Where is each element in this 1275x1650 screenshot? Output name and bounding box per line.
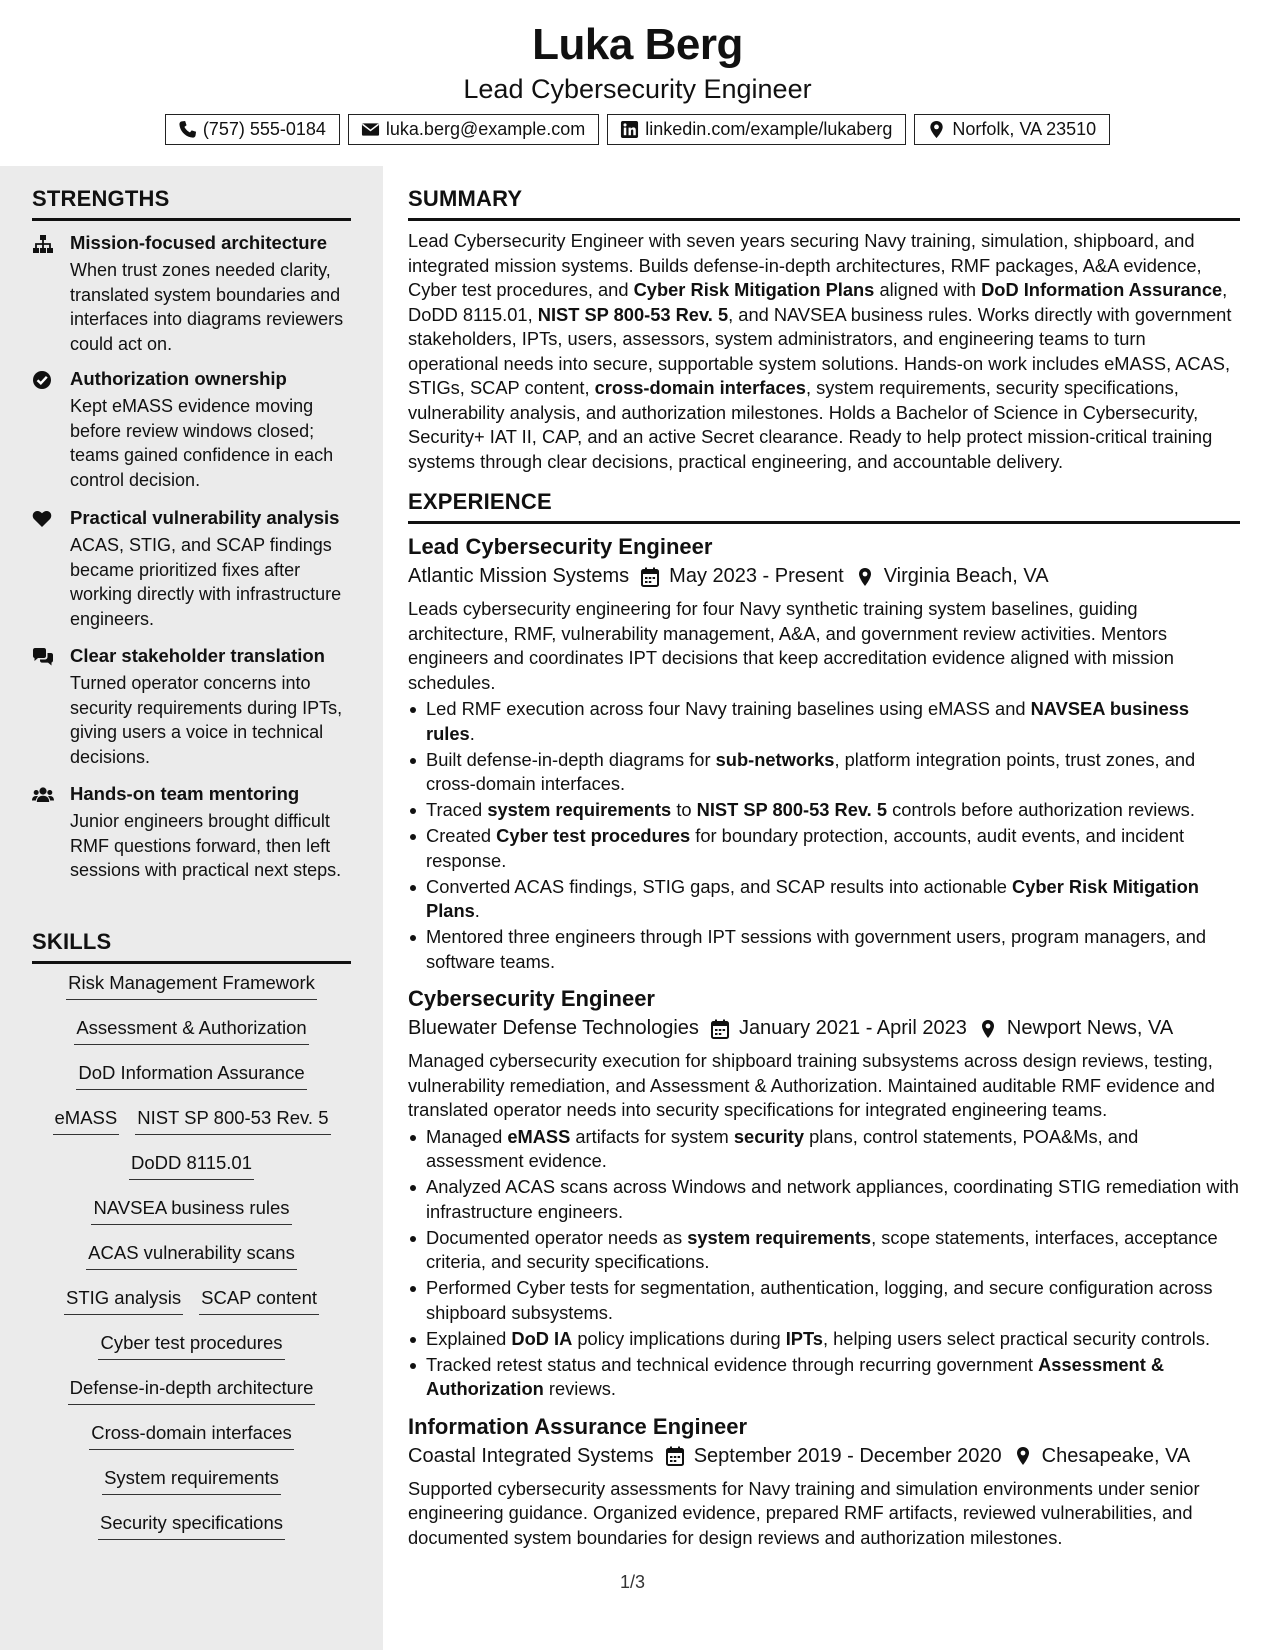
skill-tag: Cyber test procedures [98,1330,284,1360]
contact-linkedin-text: linkedin.com/example/lukaberg [645,119,893,139]
job-company: Coastal Integrated Systems [408,1444,654,1467]
bold-text: DoD Information Assurance [981,279,1223,300]
text-run: , scope statements, interfaces, acceptance criteria, and security specifications. [426,1226,1218,1272]
map-pin-icon [979,1019,997,1039]
strength-body: ACAS, STIG, and SCAP findings became prioritized fixes after working directly with infrastructure engineers. [70,535,342,629]
linkedin-icon [620,120,639,139]
skills-list [32,970,351,1555]
strength-item [32,645,354,770]
job-location: Chesapeake, VA [1041,1444,1191,1467]
strength-title: Clear stakeholder translation [70,645,325,666]
skill-tag: NIST SP 800-53 Rev. 5 [135,1105,330,1135]
text-run: for boundary protection, accounts, audit events, and incident response. [426,825,1185,871]
bold-text: DoD IA [511,1327,573,1349]
text-run: . [474,900,480,921]
skill-tag: eMASS [53,1105,120,1135]
text-run: Performed Cyber tests for segmentation, authentication, logging, and secure configuration across shipboard subsystems. [426,1277,1213,1323]
bullet-item [408,1125,1240,1174]
job-entry [408,986,1240,1402]
text-run: Built defense-in-depth diagrams for [426,748,716,770]
bullet-item [408,748,1240,797]
bold-text: IPTs [785,1327,823,1349]
candidate-name: Luka Berg [532,20,743,69]
calendar-icon [641,567,659,587]
text-run: . [469,722,475,744]
text-run: Documented operator needs as [426,1226,688,1248]
text-run: reviews. [543,1378,616,1399]
strength-body: When trust zones needed clarity, translated system boundaries and interfaces into diagrams reviewers could act on. [70,260,344,354]
bullet-item [408,1226,1240,1275]
summary-heading: SUMMARY [408,186,1240,221]
job-dates: September 2019 - December 2020 [693,1444,1002,1467]
bold-text: NAVSEA business rules [426,698,1190,744]
job-description: Managed cybersecurity execution for shipboard training subsystems across design reviews, testing, vulnerability remediation, and Assessment & Authorization. Maintained auditable RMF evidence and translated operator needs into security specifications for integrated engineering teams. [408,1050,1215,1120]
strength-body: Turned operator concerns into security requirements during IPTs, giving users a voice in technical decisions. [70,673,343,767]
contact-location [914,114,1110,145]
text-run: Led RMF execution across four Navy training baselines using eMASS and [426,698,1031,719]
job-description: Leads cybersecurity engineering for four Navy synthetic training system baselines, guiding architecture, RMF, vulnerability management, A&A, and government review activities. Mentors engineers and coordinates IPT decisions that keep accreditation evidence aligned with mission schedules. [408,598,1174,693]
bold-text: cross-domain interfaces [594,377,806,398]
contact-phone-text: (757) 555-0184 [202,119,326,139]
bold-text: NIST SP 800-53 Rev. 5 [537,303,729,325]
contact-bar [0,114,1275,145]
text-run: Analyzed ACAS scans across Windows and network appliances, coordinating STIG remediation with infrastructure engineers. [426,1176,1239,1222]
bold-text: NIST SP 800-53 Rev. 5 [696,799,888,820]
bold-text: system requirements [687,1226,872,1248]
job-meta [408,565,1240,588]
text-run: Mentored three engineers through IPT sessions with government users, program managers, and software teams. [426,926,1207,972]
strength-title: Authorization ownership [70,368,287,389]
contact-phone[interactable] [165,114,340,145]
bold-text: system requirements [487,799,672,820]
bullet-item [408,1353,1240,1402]
text-run: artifacts for system [570,1125,734,1147]
skill-tag: Security specifications [98,1510,285,1540]
text-run: Created [426,825,497,846]
skill-tag: ACAS vulnerability scans [86,1240,297,1270]
job-meta [408,1445,1240,1468]
strength-title: Practical vulnerability analysis [70,507,340,528]
job-dates: May 2023 - Present [669,565,844,587]
bold-text: security [733,1125,804,1147]
check-circle-icon [32,370,56,392]
map-pin-icon [927,120,946,139]
job-dates: January 2021 - April 2023 [738,1017,967,1039]
strength-body: Junior engineers brought difficult RMF questions forward, then left sessions with practical next steps. [70,811,342,880]
strength-body: Kept eMASS evidence moving before review windows closed; teams gained confidence in each control decision. [70,396,334,490]
contact-email[interactable] [348,114,599,145]
bold-text: Cyber Risk Mitigation Plans [633,279,875,300]
resume-header [0,0,1275,166]
text-run: , platform integration points, trust zones, and cross-domain interfaces. [426,748,1196,794]
contact-location-text: Norfolk, VA 23510 [952,119,1097,139]
strength-item [32,507,354,632]
job-company: Atlantic Mission Systems [408,565,630,587]
sitemap-icon [32,234,56,256]
job-title: Cybersecurity Engineer [408,986,655,1011]
job-entry [408,1414,1240,1551]
strength-item [32,368,354,493]
job-title: Lead Cybersecurity Engineer [408,534,713,559]
skill-tag: System requirements [102,1465,281,1495]
strengths-heading: STRENGTHS [32,186,351,221]
job-entry [408,534,1240,974]
bold-text: Cyber Risk Mitigation Plans [426,875,1199,921]
bold-text: eMASS [507,1125,571,1147]
bold-text: sub-networks [715,748,835,770]
skill-tag: DoDD 8115.01 [129,1150,254,1180]
text-run: to [671,799,697,820]
text-run: policy implications during [572,1327,786,1349]
envelope-icon [361,120,380,139]
bullet-item [408,697,1240,746]
job-company: Bluewater Defense Technologies [408,1017,699,1039]
skill-tag: Risk Management Framework [66,970,317,1000]
calendar-icon [666,1446,684,1466]
skill-tag: DoD Information Assurance [76,1060,306,1090]
heart-icon [32,509,56,531]
bullet-item [408,1276,1240,1325]
text-run: Lead Cybersecurity Engineer with seven years securing Navy training, simulation, shipboard, and integrated mission systems. Builds defense-in-depth architectures, RMF packages, A&A evidence, Cyber test procedures, and [408,230,1202,300]
text-run: Traced [426,799,488,820]
text-run: Explained [426,1327,512,1349]
page-number: 1/3 [620,1572,646,1592]
skill-tag: Defense-in-depth architecture [68,1375,316,1405]
bullet-item [408,925,1240,974]
job-bullets [408,697,1240,974]
strength-item [32,232,354,357]
text-run: Managed [426,1125,508,1147]
text-run: , helping users select practical security controls. [822,1327,1211,1349]
skill-tag: Cross-domain interfaces [89,1420,294,1450]
calendar-icon [711,1019,729,1039]
text-run: , and NAVSEA business rules. Works directly with government stakeholders, IPTs, users, assessors, system administrators, and engineering teams to turn operational needs into secure, supportable system solutions. Hands-on work includes eMASS, ACAS, STIGs, SCAP content, [408,303,1232,398]
bullet-item [408,798,1240,823]
experience-heading: EXPERIENCE [408,489,1240,524]
map-pin-icon [856,567,874,587]
summary-text [408,229,1240,474]
comments-icon [32,647,56,669]
job-title: Information Assurance Engineer [408,1413,748,1439]
contact-email-text: luka.berg@example.com [385,119,586,139]
candidate-title: Lead Cybersecurity Engineer [463,74,812,104]
skills-heading: SKILLS [32,929,351,964]
skill-tag: Assessment & Authorization [74,1015,308,1045]
bullet-item [408,1175,1240,1224]
text-run: plans, control statements, POA&Ms, and assessment evidence. [426,1125,1139,1171]
bullet-item [408,824,1240,873]
text-run: Tracked retest status and technical evidence through recurring government [426,1353,1039,1375]
users-icon [32,785,56,807]
text-run: Converted ACAS findings, STIG gaps, and SCAP results into actionable [426,875,1012,897]
bold-text: Assessment & Authorization [426,1353,1165,1399]
bullet-item [408,1327,1240,1352]
job-location: Newport News, VA [1006,1017,1174,1039]
text-run: , DoDD 8115.01, [408,279,1228,325]
strength-item [32,783,354,908]
job-location: Virginia Beach, VA [883,565,1049,587]
skill-tag: SCAP content [199,1285,319,1315]
job-description: Supported cybersecurity assessments for Navy training and simulation environments under senior engineering guidance. Organized evidence, prepared RMF artifacts, reviewed vulnerabilities, and documented system boundaries for design reviews and authorization milestones. [408,1477,1200,1548]
job-bullets [408,1125,1240,1402]
map-pin-icon [1014,1446,1032,1466]
contact-linkedin[interactable] [607,114,906,145]
text-run: , system requirements, security specifications, vulnerability analysis, and authorization milestones. Holds a Bachelor of Science in Cybersecurity, Security+ IAT II, CAP, and an active Secret clearance. Ready to help protect mission-critical training systems through clear decisions, practical engineering, and accountable delivery. [408,377,1213,472]
skill-tag: STIG analysis [64,1285,183,1315]
main-content [408,166,1240,1550]
bullet-item [408,875,1240,924]
text-run: controls before authorization reviews. [887,799,1195,820]
skill-tag: NAVSEA business rules [91,1195,291,1225]
text-run: aligned with [874,279,982,300]
phone-icon [178,120,197,139]
strength-title: Mission-focused architecture [70,232,328,253]
job-meta [408,1017,1240,1040]
strength-title: Hands-on team mentoring [70,783,300,804]
bold-text: Cyber test procedures [496,825,691,846]
